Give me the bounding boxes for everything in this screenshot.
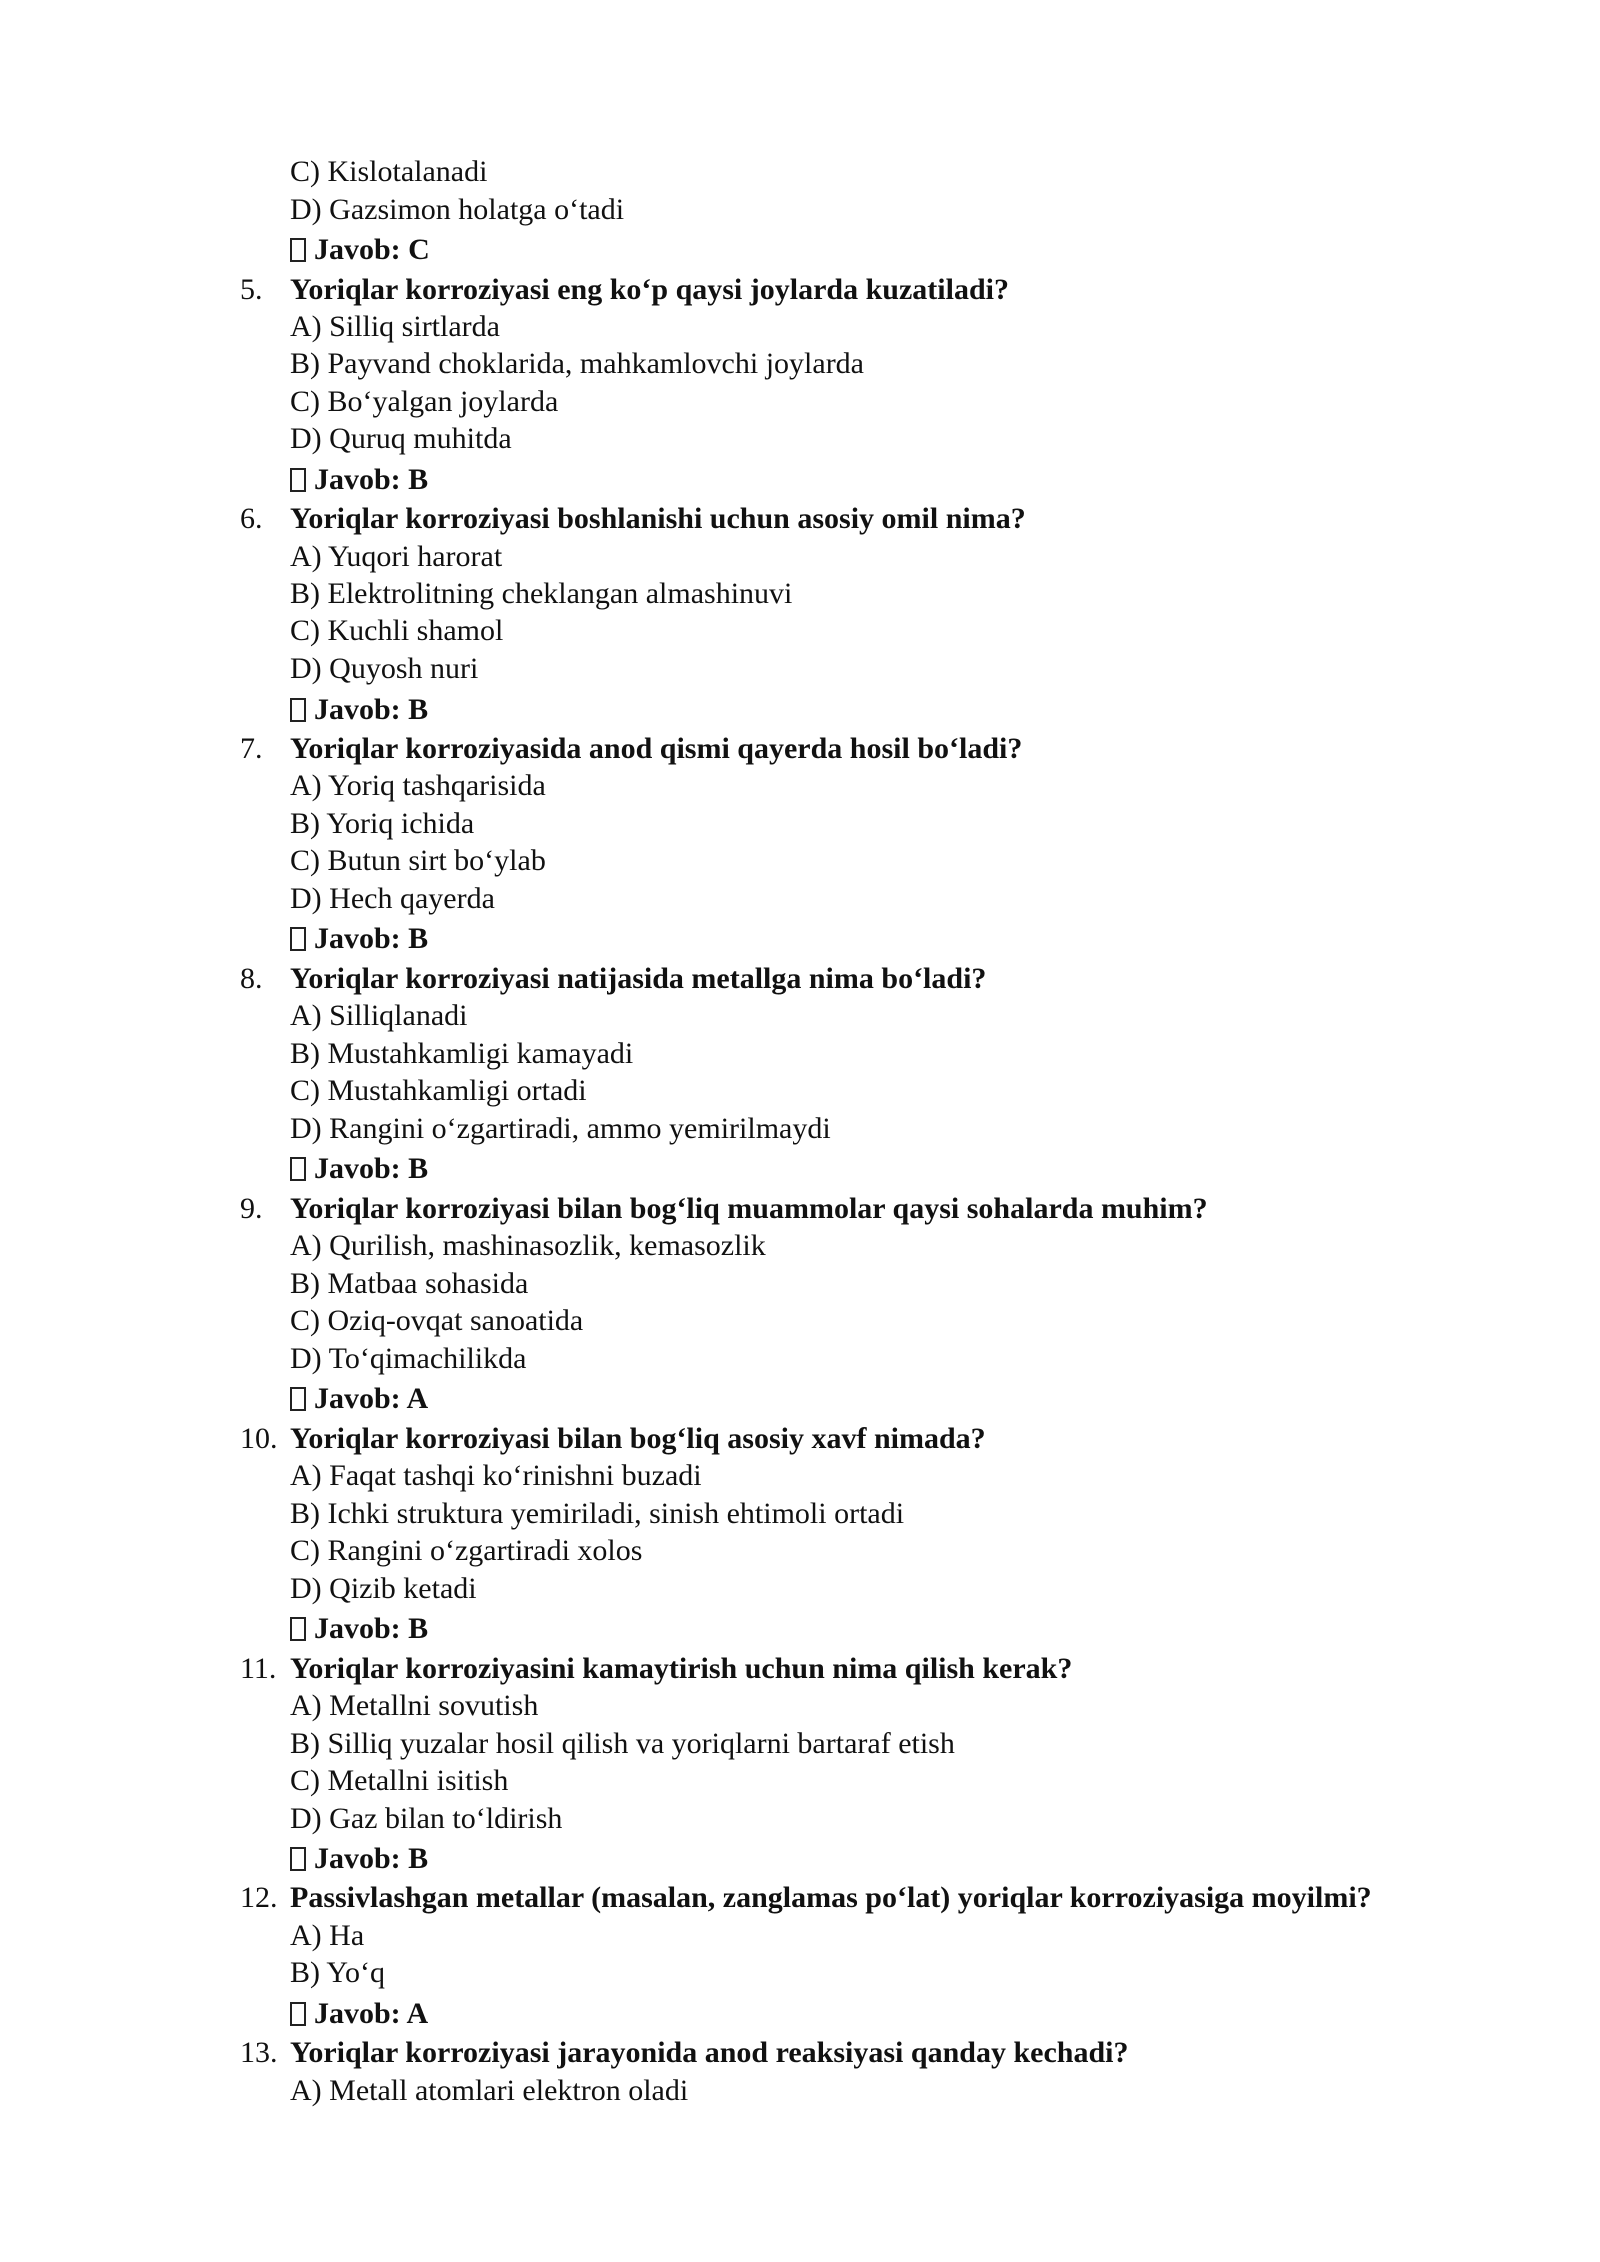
option-line: B) Yoriq ichida [290,807,475,840]
option-line: D) Hech qayerda [290,882,495,915]
question-text: Yoriqlar korroziyasi boshlanishi uchun asosiy omil nima? [290,502,1026,535]
option-line: B) Ichki struktura yemiriladi, sinish ehtimoli ortadi [290,1497,905,1530]
checkbox-glyph-icon [290,1847,306,1871]
question-number: 6. [240,502,263,535]
option-line: C) Kislotalanadi [290,155,488,188]
option-line: A) Metallni sovutish [290,1689,539,1722]
answer-line: Javob: B [290,691,428,728]
question-number: 12. [240,1881,278,1914]
question-text: Yoriqlar korroziyasi bilan bog‘liq muammolar qaysi sohalarda muhim? [290,1192,1208,1225]
answer-line: Javob: C [290,231,430,268]
checkbox-glyph-icon [290,1617,306,1641]
question-line [240,1650,1072,1687]
question-line [240,2034,1128,2071]
option-line: B) Silliq yuzalar hosil qilish va yoriqlarni bartaraf etish [290,1727,955,1760]
option-line: A) Silliq sirtlarda [290,310,500,343]
checkbox-glyph-icon [290,238,306,262]
question-number: 5. [240,273,263,306]
question-line [240,500,1026,537]
question-number: 13. [240,2036,278,2069]
option-line: B) Payvand choklarida, mahkamlovchi joylarda [290,347,864,380]
question-number: 10. [240,1422,278,1455]
question-line [240,730,1022,767]
option-line: A) Yuqori harorat [290,540,503,573]
option-line: C) Bo‘yalgan joylarda [290,385,559,418]
checkbox-glyph-icon [290,1387,306,1411]
question-text: Yoriqlar korroziyasi natijasida metallga nima bo‘ladi? [290,962,987,995]
question-number: 11. [240,1652,277,1685]
option-line: A) Silliqlanadi [290,999,468,1032]
question-line [240,1879,1372,1916]
answer-line: Javob: B [290,1150,428,1187]
checkbox-glyph-icon [290,468,306,492]
question-text: Yoriqlar korroziyasi bilan bog‘liq asosiy xavf nimada? [290,1422,986,1455]
question-text: Yoriqlar korroziyasi jarayonida anod reaksiyasi qanday kechadi? [290,2036,1129,2069]
option-line: D) Rangini o‘zgartiradi, ammo yemirilmaydi [290,1112,831,1145]
option-line: D) To‘qimachilikda [290,1342,527,1375]
question-line [240,1420,986,1457]
option-line: C) Oziq-ovqat sanoatida [290,1304,584,1337]
question-text: Yoriqlar korroziyasida anod qismi qayerda hosil bo‘ladi? [290,732,1023,765]
checkbox-glyph-icon [290,1157,306,1181]
option-line: C) Mustahkamligi ortadi [290,1074,587,1107]
question-line [240,1190,1208,1227]
answer-line: Javob: B [290,461,428,498]
option-line: A) Ha [290,1919,365,1952]
checkbox-glyph-icon [290,2002,306,2026]
question-text: Passivlashgan metallar (masalan, zanglamas po‘lat) yoriqlar korroziyasiga moyilmi? [290,1881,1372,1914]
answer-line: Javob: B [290,1610,428,1647]
option-line: B) Elektrolitning cheklangan almashinuvi [290,577,793,610]
question-text: Yoriqlar korroziyasini kamaytirish uchun nima qilish kerak? [290,1652,1073,1685]
answer-line: Javob: B [290,920,428,957]
option-line: D) Gaz bilan to‘ldirish [290,1802,563,1835]
question-line [240,960,986,997]
option-line: A) Faqat tashqi ko‘rinishni buzadi [290,1459,702,1492]
option-line: B) Mustahkamligi kamayadi [290,1037,634,1070]
option-line: C) Rangini o‘zgartiradi xolos [290,1534,643,1567]
question-text: Yoriqlar korroziyasi eng ko‘p qaysi joylarda kuzatiladi? [290,273,1009,306]
answer-line: Javob: A [290,1995,428,2032]
option-line: C) Metallni isitish [290,1764,509,1797]
question-number: 9. [240,1192,263,1225]
checkbox-glyph-icon [290,698,306,722]
option-line: A) Qurilish, mashinasozlik, kemasozlik [290,1229,766,1262]
option-line: D) Qizib ketadi [290,1572,477,1605]
answer-line: Javob: B [290,1840,428,1877]
option-line: D) Quruq muhitda [290,422,512,455]
option-line: D) Gazsimon holatga o‘tadi [290,193,625,226]
question-number: 8. [240,962,263,995]
option-line: D) Quyosh nuri [290,652,479,685]
option-line: B) Matbaa sohasida [290,1267,529,1300]
question-line [240,271,1009,308]
question-number: 7. [240,732,263,765]
option-line: A) Metall atomlari elektron oladi [290,2074,689,2107]
option-line: C) Kuchli shamol [290,614,504,647]
option-line: C) Butun sirt bo‘ylab [290,844,546,877]
answer-line: Javob: A [290,1380,428,1417]
option-line: B) Yo‘q [290,1956,386,1989]
checkbox-glyph-icon [290,927,306,951]
option-line: A) Yoriq tashqarisida [290,769,546,802]
